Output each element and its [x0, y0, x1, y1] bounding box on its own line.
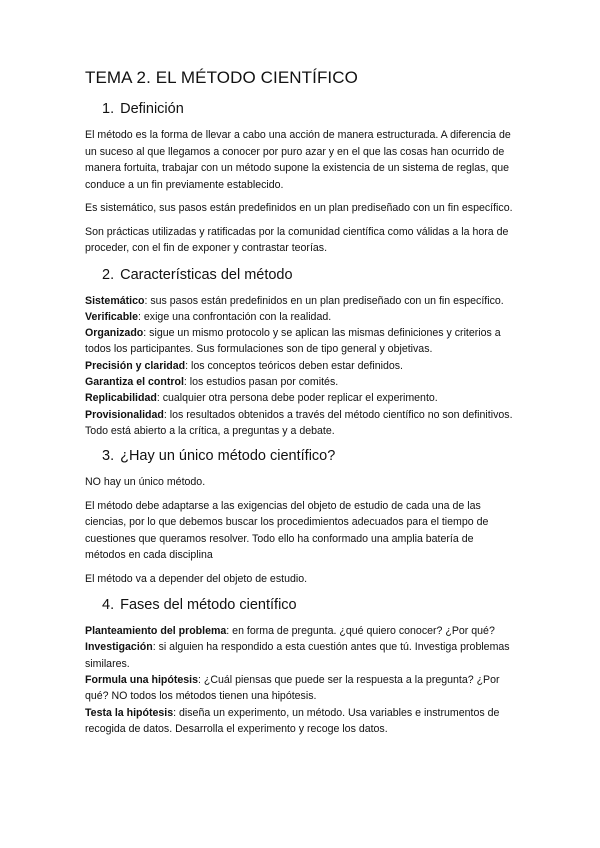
item-term: Testa la hipótesis: [85, 706, 174, 719]
section-unico-metodo: [85, 448, 516, 587]
list-item: [85, 358, 516, 374]
item-text: : si alguien ha respondido a esta cuestión antes que tú. Investiga problemas similares.: [85, 641, 510, 670]
item-text: : los resultados obtenidos a través del método científico no son definitivos. Todo está abierto a la crítica, a preguntas y a debate.: [85, 408, 513, 437]
section-heading: [102, 597, 516, 613]
paragraph: Es sistemático, sus pasos están predefinidos en un plan prediseñado con un fin específico.: [85, 202, 513, 214]
item-term: Verificable: [85, 310, 138, 323]
section-title: Características del método: [120, 266, 293, 283]
section-heading: [102, 267, 516, 283]
section-caracteristicas: [85, 267, 516, 440]
section-heading: [102, 101, 516, 117]
item-term: Provisionalidad: [85, 408, 164, 421]
item-text: : cualquier otra persona debe poder replicar el experimento.: [156, 392, 438, 405]
item-text: : exige una confrontación con la realidad.: [138, 310, 332, 323]
list-item: [85, 407, 516, 440]
section-title: Fases del método científico: [120, 597, 297, 614]
section-number: 4.: [102, 597, 115, 614]
paragraph: Son prácticas utilizadas y ratificadas por la comunidad científica como válidas a la hora de proceder, con el fin de exponer y contrastar teorías.: [85, 225, 509, 254]
item-text: : los estudios pasan por comités.: [183, 375, 339, 388]
list-item: [85, 390, 516, 406]
list-item: [85, 639, 516, 672]
section-title: Definición: [120, 101, 184, 117]
phases-list: [85, 623, 516, 737]
item-term: Planteamiento del problema: [85, 625, 227, 638]
document-title: TEMA 2. EL MÉTODO CIENTÍFICO: [85, 68, 358, 87]
list-item: [85, 325, 516, 358]
paragraph: El método es la forma de llevar a cabo una acción de manera estructurada. A diferencia de un suceso al que llegamos a conocer por puro azar y en el que las cosas han ocurrido de manera fortuita, trabajar con un método supone la existencia de un sistema de reglas, que conduce a un fin previamente establecido.: [85, 129, 511, 191]
item-text: : sigue un mismo protocolo y se aplican las mismas definiciones y criterios a todos los participantes. Sus formulaciones son de tipo general y objetivas.: [85, 327, 501, 356]
section-number: 2.: [102, 266, 115, 283]
item-term: Organizado: [85, 327, 144, 340]
paragraph: El método debe adaptarse a las exigencias del objeto de estudio de cada una de las ciencias, por lo que debemos buscar los procedimientos adecuados para el tiempo de cuestiones que queramos resolver. Todo ello ha conformado una amplia batería de métodos en cada disciplina: [85, 499, 489, 562]
item-text: : los conceptos teóricos deben estar definidos.: [185, 359, 404, 372]
list-item: [85, 374, 516, 390]
list-item: [85, 705, 516, 738]
section-number: 3.: [102, 448, 115, 465]
section-number: 1.: [102, 101, 115, 117]
section-fases: [85, 597, 516, 737]
section-heading: [102, 448, 516, 464]
item-term: Investigación: [85, 641, 153, 654]
item-term: Sistemático: [85, 294, 145, 307]
list-item: [85, 309, 516, 325]
list-item: [85, 293, 516, 309]
item-term: Precisión y claridad: [85, 359, 186, 372]
item-text: : sus pasos están predefinidos en un plan prediseñado con un fin específico.: [144, 294, 504, 307]
list-item: [85, 623, 516, 639]
item-term: Replicabilidad: [85, 392, 157, 405]
paragraph: El método va a depender del objeto de estudio.: [85, 572, 308, 585]
characteristics-list: [85, 293, 516, 440]
section-title: ¿Hay un único método científico?: [120, 448, 336, 465]
item-term: Formula una hipótesis: [85, 674, 199, 687]
item-text: : ¿Cuál piensas que puede ser la respuesta a la pregunta? ¿Por qué? NO todos los métodos tienen una hipótesis.: [85, 674, 500, 703]
list-item: [85, 672, 516, 705]
item-term: Garantiza el control: [85, 375, 184, 388]
section-definicion: [85, 101, 516, 257]
item-text: : diseña un experimento, un método. Usa variables e instrumentos de recogida de datos. Desarrolla el experimento y recoge los datos.: [85, 706, 500, 735]
item-text: : en forma de pregunta. ¿qué quiero conocer? ¿Por qué?: [226, 625, 495, 638]
paragraph: NO hay un único método.: [85, 476, 206, 489]
